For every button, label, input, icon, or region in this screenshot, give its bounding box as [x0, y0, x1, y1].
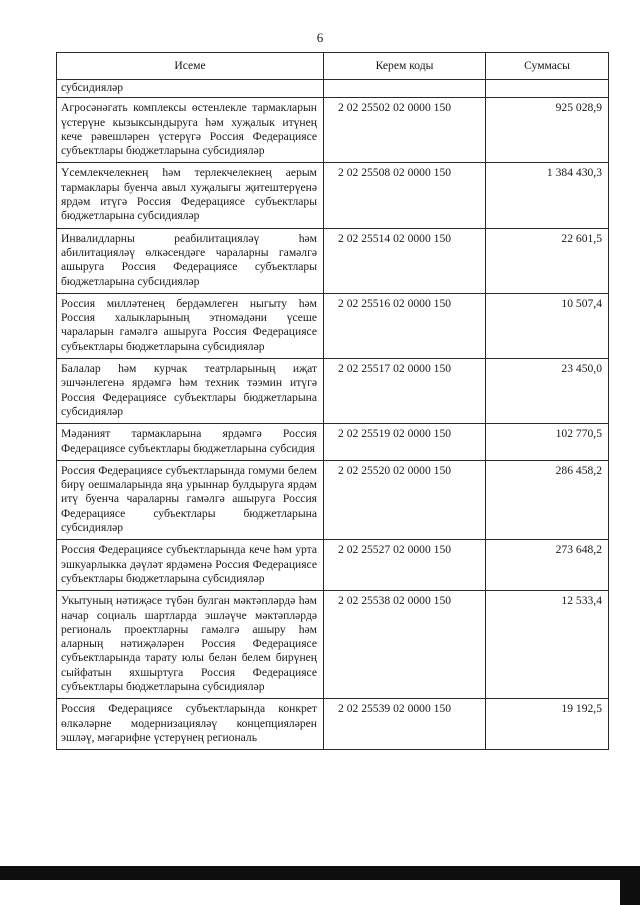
row-code: 2 02 25502 02 0000 150 [324, 98, 486, 163]
scan-border-corner [620, 866, 640, 905]
row-name: Россия милләтенең бердәмлеген ныгыту һәм Россия халыкларының этномәдәни үсеше чараларын гамәлгә ашыруга Россия Федерациясе субъектлары бюджетларына субсидияләр [57, 293, 324, 358]
table-row [57, 699, 609, 750]
row-sum: 23 450,0 [486, 359, 609, 424]
row-name: Укытуның нәтиҗәсе түбән булган мәктәпләрдә һәм начар социаль шартларда эшләүче мәктәпләрдә региональ проектларны гамәлгә ашыру һәм аларның нәтиҗәләрен Россия Федерациясе субъектларында тарату юлы белән белем бирүнең сыйфатын яхшыртуга Россия Федерациясе субъектлары бюджетларына субсидияләр [57, 591, 324, 699]
row-name: Инвалидларны реабилитацияләү һәм абилитацияләү өлкәсендәге чараларны гамәлгә ашыруга Россия Федерациясе субъектлары бюджетларына субсидияләр [57, 228, 324, 293]
row-code: 2 02 25508 02 0000 150 [324, 163, 486, 228]
table-row [57, 163, 609, 228]
table-row-continuation [57, 80, 609, 98]
scan-border-bottom [0, 866, 640, 880]
budget-table [56, 52, 609, 750]
row-name: Мәдәният тармакларына ярдәмгә Россия Федерациясе субъектлары бюджетларына субсидия [57, 424, 324, 461]
row-sum: 22 601,5 [486, 228, 609, 293]
continuation-text: субсидияләр [57, 80, 324, 98]
table-row [57, 228, 609, 293]
table-row [57, 460, 609, 539]
continuation-sum-cell [486, 80, 609, 98]
table-row [57, 98, 609, 163]
header-name: Исеме [57, 53, 324, 80]
row-code: 2 02 25538 02 0000 150 [324, 591, 486, 699]
row-name: Балалар һәм курчак театрларының иҗат эшчәнлегенә ярдәмгә һәм техник тәэмин итүгә Россия Федерациясе субъектлары бюджетларына субсидияләр [57, 359, 324, 424]
page-number: 6 [316, 30, 324, 45]
header-code: Керем коды [324, 53, 486, 80]
table-row [57, 293, 609, 358]
row-code: 2 02 25527 02 0000 150 [324, 540, 486, 591]
row-name: Агросәнәгать комплексы өстенлекле тармакларын үстерүне кызыксындыруга һәм хуҗалык итүнең кече рәвешләрен үстерүгә Россия Федерациясе субъектлары бюджетларына субсидияләр [57, 98, 324, 163]
row-name: Үсемлекчелекнең һәм терлекчелекнең аерым тармаклары буенча авыл хуҗалыгы җитештерүенә ярдәм итүгә Россия Федерациясе субъектлары бюджетларына субсидияләр [57, 163, 324, 228]
table-header-row [57, 53, 609, 80]
row-name: Россия Федерациясе субъектларында гомуми белем бирү оешмаларында яңа урыннар булдыруга ярдәм итү буенча чараларны гамәлгә ашыруга Россия Федерациясе субъектлары бюджетларына субсидияләр [57, 460, 324, 539]
row-code: 2 02 25517 02 0000 150 [324, 359, 486, 424]
header-sum: Суммасы [486, 53, 609, 80]
row-name: Россия Федерациясе субъектларында конкрет өлкәләрне модернизацияләү концепцияләрен эшләү, мәгарифне үстерүнең региональ [57, 699, 324, 750]
row-sum: 286 458,2 [486, 460, 609, 539]
row-sum: 19 192,5 [486, 699, 609, 750]
row-sum: 273 648,2 [486, 540, 609, 591]
row-sum: 1 384 430,3 [486, 163, 609, 228]
row-code: 2 02 25516 02 0000 150 [324, 293, 486, 358]
row-code: 2 02 25520 02 0000 150 [324, 460, 486, 539]
row-sum: 925 028,9 [486, 98, 609, 163]
row-sum: 10 507,4 [486, 293, 609, 358]
row-name: Россия Федерациясе субъектларында кече һәм урта эшкуарлыкка дәүләт ярдәменә Россия Федерациясе субъектлары бюджетларына субсидияләр [57, 540, 324, 591]
table-row [57, 359, 609, 424]
table-row [57, 591, 609, 699]
continuation-code-cell [324, 80, 486, 98]
row-sum: 102 770,5 [486, 424, 609, 461]
row-code: 2 02 25519 02 0000 150 [324, 424, 486, 461]
row-sum: 12 533,4 [486, 591, 609, 699]
row-code: 2 02 25539 02 0000 150 [324, 699, 486, 750]
table-row [57, 424, 609, 461]
row-code: 2 02 25514 02 0000 150 [324, 228, 486, 293]
table-row [57, 540, 609, 591]
